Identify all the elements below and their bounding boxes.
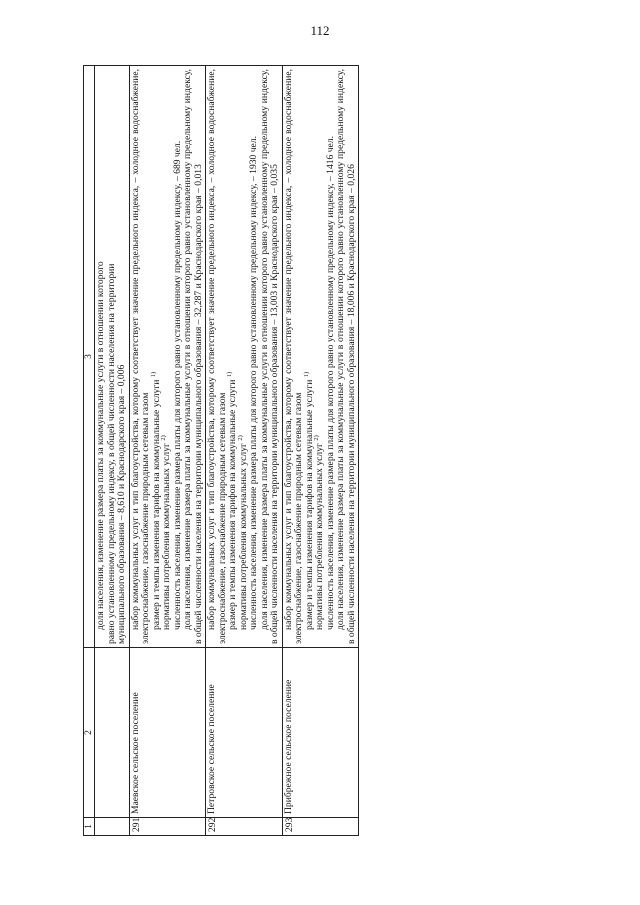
municipality-name: Прибрежное сельское поселение xyxy=(282,648,359,818)
description-paragraph xyxy=(131,69,152,644)
municipal-index-table xyxy=(83,65,359,836)
carry-over-row xyxy=(95,66,130,836)
table-row xyxy=(129,66,206,836)
paragraph-text: численность населения, изменение размера платы для которого равно установленному предельному индексу, – 1930 чел. xyxy=(248,136,259,630)
paragraph-text: набор коммунальных услуг и тип благоустройства, которому соответствует значение предельного индекса, – холодное водоснабжение, электроснабжение, газоснабжение природным сетевым газом xyxy=(282,69,304,644)
paragraph-text: нормативы потребления коммунальных услуг xyxy=(161,443,172,630)
carry-over-line: муниципального образования – 8,610 и Краснодарского края – 0,006 xyxy=(116,364,127,644)
description-paragraph xyxy=(183,69,204,644)
carry-over-text-cell xyxy=(95,66,130,648)
carry-over-line: доля населения, изменение размера платы за коммунальные услуги в отношении которого xyxy=(95,261,106,630)
paragraph-text: доля населения, изменение размера платы за коммунальные услуги в отношении которого равно установленному предельному индексу, в общей численности населения на территории муниципального образования – 32,287 и Краснодарского края – 0,013 xyxy=(182,69,204,644)
description-paragraph xyxy=(207,69,228,644)
footnote-mark: 1) xyxy=(149,371,157,378)
paragraph-text: доля населения, изменение размера платы за коммунальные услуги в отношении которого равно установленному предельному индексу, в общей численности населения на территории муниципального образования – 18,006 и Краснодарского края – 0,026 xyxy=(335,69,357,644)
footnote-mark: 1) xyxy=(225,371,233,378)
page-number: 112 xyxy=(310,23,330,38)
description-paragraph xyxy=(260,69,281,644)
municipality-name: Петровское сельское поселение xyxy=(206,648,283,818)
description-paragraph xyxy=(284,69,305,644)
paragraph-text: доля населения, изменение размера платы за коммунальные услуги в отношении которого равно установленному предельному индексу, в общей численности населения на территории муниципального образования – 13,003 и Краснодарского края – 0,035 xyxy=(258,69,280,644)
footnote-mark: 1) xyxy=(302,371,310,378)
header-col-2: 2 xyxy=(84,648,95,818)
paragraph-text: нормативы потребления коммунальных услуг xyxy=(237,443,249,630)
carry-over-num-cell xyxy=(95,818,130,836)
description-cell xyxy=(282,66,359,648)
row-number: 292 xyxy=(206,818,283,836)
footnote-mark: 2) xyxy=(312,435,320,441)
landscape-sheet xyxy=(83,66,573,836)
description-cell xyxy=(129,66,206,648)
footnote-mark: 2) xyxy=(159,435,167,441)
header-col-1: 1 xyxy=(84,818,95,836)
paragraph-text: численность населения, изменение размера платы для которого равно установленному предельному индексу, – 1416 чел. xyxy=(324,136,336,630)
header-row xyxy=(84,66,95,836)
paragraph-text: нормативы потребления коммунальных услуг xyxy=(314,443,325,630)
municipality-name: Маевское сельское поселение xyxy=(129,648,206,818)
row-number: 291 xyxy=(129,818,206,836)
paragraph-text: численность населения, изменение размера платы для которого равно установленному предельному индексу, – 689 чел. xyxy=(171,140,183,630)
paragraph-text: размер и темпы изменения тарифов на коммунальные услуги xyxy=(303,379,315,630)
paragraph-text: размер и темпы изменения тарифов на коммунальные услуги xyxy=(150,379,162,630)
footnote-mark: 2) xyxy=(236,435,244,441)
paragraph-text: размер и темпы изменения тарифов на коммунальные услуги xyxy=(227,379,238,630)
carry-over-line: равно установленному предельному индексу, в общей численности населения на территории xyxy=(105,263,117,644)
paragraph-text: набор коммунальных услуг и тип благоустройства, которому соответствует значение предельного индекса, – холодное водоснабжение, электроснабжение, газоснабжение природным сетевым газом xyxy=(129,69,151,644)
table-row xyxy=(206,66,283,836)
row-number: 293 xyxy=(282,818,359,836)
description-cell xyxy=(206,66,283,648)
description-paragraph xyxy=(336,69,357,644)
table-body xyxy=(95,66,359,836)
table-row xyxy=(282,66,359,836)
rotated-table-frame xyxy=(83,66,573,836)
paragraph-text: набор коммунальных услуг и тип благоустройства, которому соответствует значение предельного индекса, – холодное водоснабжение, электроснабжение, газоснабжение природным сетевым газом xyxy=(206,69,228,644)
header-col-3: 3 xyxy=(84,66,95,648)
carry-over-name-cell xyxy=(95,648,130,818)
